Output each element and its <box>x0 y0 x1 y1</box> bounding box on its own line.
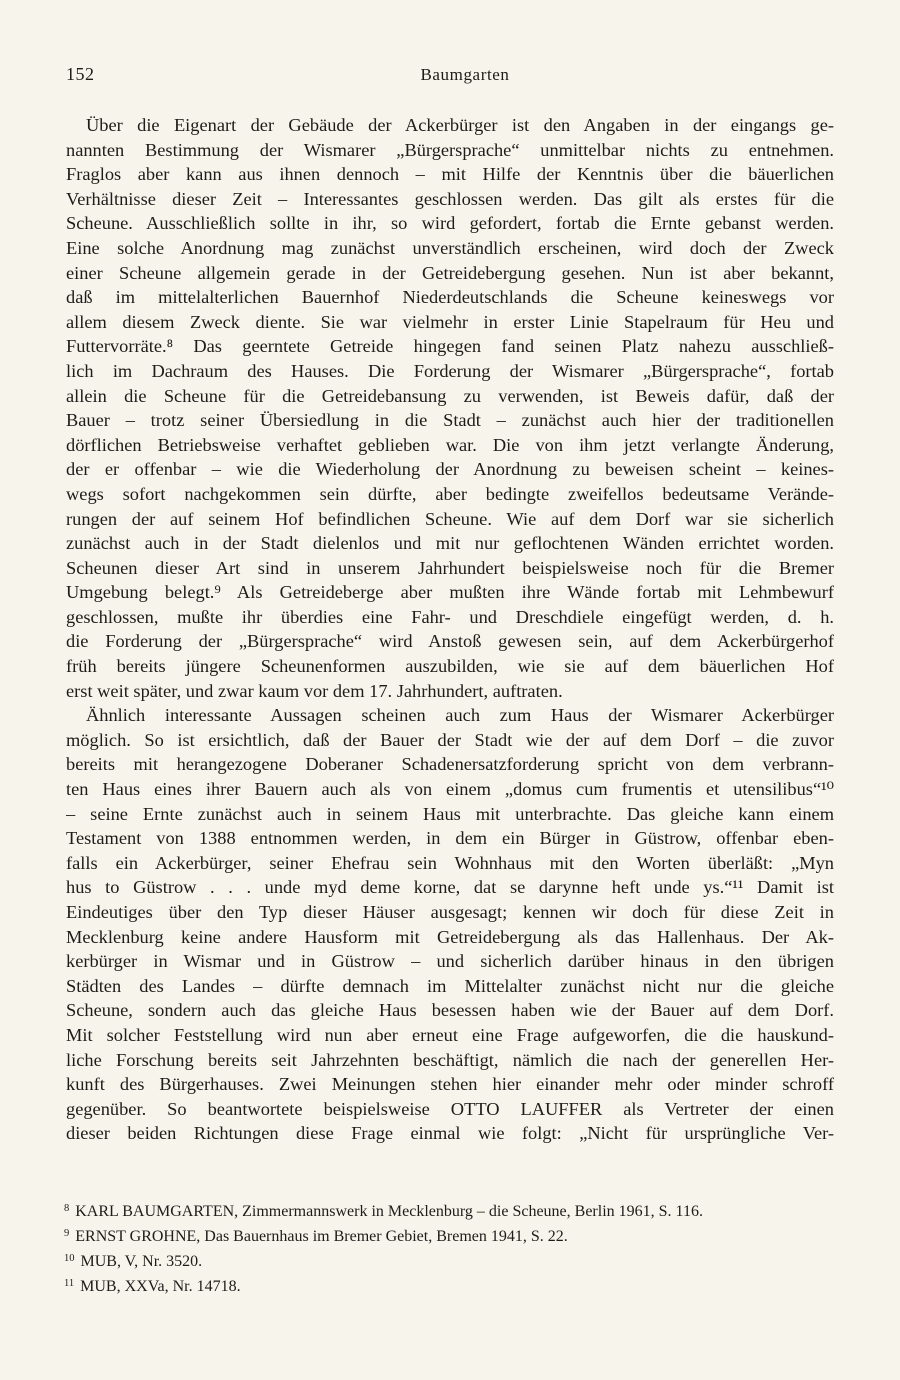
text-line: Testament von 1388 entnommen werden, in dem ein Bürger in Güstrow, offenbar eben- <box>66 828 834 849</box>
text-line: daß im mittelalterlichen Bauernhof Niederdeutschlands die Scheune keineswegs vor <box>66 287 834 308</box>
text-line: Fraglos aber kann aus ihnen dennoch – mit Hilfe der Kenntnis über die bäuerlichen <box>66 164 834 185</box>
footnote <box>66 1221 834 1246</box>
text-line: geschlossen, mußte ihr überdies eine Fahr- und Dreschdiele eingefügt werden, d. h. <box>66 606 834 627</box>
text-line: nannten Bestimmung der Wismarer „Bürgersprache“ unmittelbar nichts zu entnehmen. <box>66 139 834 160</box>
text-line: rungen der auf seinem Hof befindlichen Scheune. Wie auf dem Dorf war sie sicherlich <box>66 508 834 529</box>
footnote <box>66 1246 834 1271</box>
text-line: dörflichen Betriebsweise verhaftet geblieben war. Die von ihm jetzt verlangte Änderung, <box>66 434 834 455</box>
text-line: Ähnlich interessante Aussagen scheinen auch zum Haus der Wismarer Ackerbürger <box>86 705 834 726</box>
page-header <box>66 64 834 88</box>
text-line: Mit solcher Feststellung wird nun aber erneut eine Frage aufgeworfen, die die hauskund- <box>66 1024 834 1045</box>
text-line: Städten des Landes – dürfte demnach im Mittelalter zunächst nicht nur die gleiche <box>66 975 834 996</box>
text-line: Verhältnisse dieser Zeit – Interessantes geschlossen werden. Das gilt als erstes für die <box>66 188 834 209</box>
text-line: falls ein Ackerbürger, seiner Ehefrau sein Wohnhaus mit den Worten überläßt: „Myn <box>66 852 834 873</box>
text-line: liche Forschung bereits seit Jahrzehnten beschäftigt, nämlich die nach der generellen Her- <box>66 1049 834 1070</box>
text-line: hus to Güstrow . . . unde myd deme korne, dat se darynne heft unde ys.“¹¹ Damit ist <box>66 877 834 898</box>
text-line: möglich. So ist ersichtlich, daß der Bauer der Stadt wie der auf dem Dorf – die zuvor <box>66 729 834 750</box>
text-line: Mecklenburg keine andere Hausform mit Getreidebergung als das Hallenhaus. Der Ak- <box>66 926 834 947</box>
text-line: Umgebung belegt.⁹ Als Getreideberge aber mußten ihre Wände fortab mit Lehmbewurf <box>66 582 834 603</box>
footnote-text: KARL BAUMGARTEN, Zimmermannswerk in Mecklenburg – die Scheune, Berlin 1961, S. 116. <box>75 1203 703 1220</box>
text-line: Bauer – trotz seiner Übersiedlung in die Stadt – zunächst auch hier der traditionellen <box>66 410 834 431</box>
text-line: bereits mit herangezogene Doberaner Schadenersatzforderung spricht von dem verbrann- <box>66 754 834 775</box>
footnotes <box>66 1196 834 1296</box>
text-line: früh bereits jüngere Scheunenformen auszubilden, wie sie auf dem bäuerlichen Hof <box>66 656 834 677</box>
text-line: Eine solche Anordnung mag zunächst unverständlich erscheinen, wird doch der Zweck <box>66 237 834 258</box>
text-line: der er offenbar – wie die Wiederholung der Anordnung zu beweisen scheint – keines- <box>66 459 834 480</box>
text-line: Scheune, sondern auch das gleiche Haus besessen haben wie der Bauer auf dem Dorf. <box>66 1000 834 1021</box>
text-line: Scheune. Ausschließlich sollte in ihr, so wird gefordert, fortab die Ernte gebanst werden. <box>66 213 834 234</box>
text-line: kunft des Bürgerhauses. Zwei Meinungen stehen hier einander mehr oder minder schroff <box>66 1074 834 1095</box>
footnote-number: 9 <box>64 1228 70 1239</box>
body-text <box>66 113 834 1146</box>
text-line: gegenüber. So beantwortete beispielsweise OTTO LAUFFER als Vertreter der einen <box>66 1098 834 1119</box>
footnote-number: 8 <box>64 1203 70 1214</box>
text-line: ten Haus eines ihrer Bauern auch als von einem „domus cum frumentis et utensilibus“¹⁰ <box>66 779 834 800</box>
text-line: Über die Eigenart der Gebäude der Ackerbürger ist den Angaben in der eingangs ge- <box>86 115 834 135</box>
footnote-text: MUB, V, Nr. 3520. <box>80 1253 203 1270</box>
text-line: erst weit später, und zwar kaum vor dem 17. Jahrhundert, auftraten. <box>66 680 563 701</box>
text-line: kerbürger in Wismar und in Güstrow – und sicherlich darüber hinaus in den übrigen <box>66 951 834 972</box>
footnote <box>66 1196 834 1221</box>
text-line: einer Scheune allgemein gerade in der Getreidebergung gesehen. Nun ist aber bekannt, <box>66 262 834 283</box>
page-number: 152 <box>66 64 95 84</box>
text-line: Scheunen dieser Art sind in unserem Jahrhundert beispielsweise noch für die Bremer <box>66 557 834 578</box>
text-line: zunächst auch in der Stadt dielenlos und mit nur geflochtenen Wänden errichtet worden. <box>66 533 834 554</box>
footnote <box>66 1271 834 1296</box>
footnote-text: MUB, XXVa, Nr. 14718. <box>80 1278 241 1295</box>
text-line: Futtervorräte.⁸ Das geerntete Getreide hingegen fand seinen Platz nahezu ausschließ- <box>66 336 834 357</box>
text-line: wegs sofort nachgekommen sein dürfte, aber bedingte zweifellos bedeutsame Verände- <box>66 483 834 504</box>
text-line: allein die Scheune für die Getreidebansung zu verwenden, ist Beweis dafür, daß der <box>66 385 834 406</box>
footnote-number: 10 <box>64 1253 75 1264</box>
text-line: – seine Ernte zunächst auch in seinem Haus mit unterbrachte. Das gleiche kann einem <box>66 803 834 824</box>
running-head: Baumgarten <box>420 65 510 84</box>
text-line: Eindeutiges über den Typ dieser Häuser ausgesagt; kennen wir doch für diese Zeit in <box>66 902 834 922</box>
text-line: dieser beiden Richtungen diese Frage einmal wie folgt: „Nicht für ursprüngliche Ver- <box>66 1123 834 1144</box>
text-line: lich im Dachraum des Hauses. Die Forderung der Wismarer „Bürgersprache“, fortab <box>66 360 834 381</box>
text-line: allem diesem Zweck diente. Sie war vielmehr in erster Linie Stapelraum für Heu und <box>66 311 834 332</box>
footnote-text: ERNST GROHNE, Das Bauernhaus im Bremer Gebiet, Bremen 1941, S. 22. <box>75 1228 568 1245</box>
text-line: die Forderung der „Bürgersprache“ wird Anstoß gewesen sein, auf dem Ackerbürgerhof <box>66 631 834 652</box>
footnote-number: 11 <box>64 1278 75 1289</box>
